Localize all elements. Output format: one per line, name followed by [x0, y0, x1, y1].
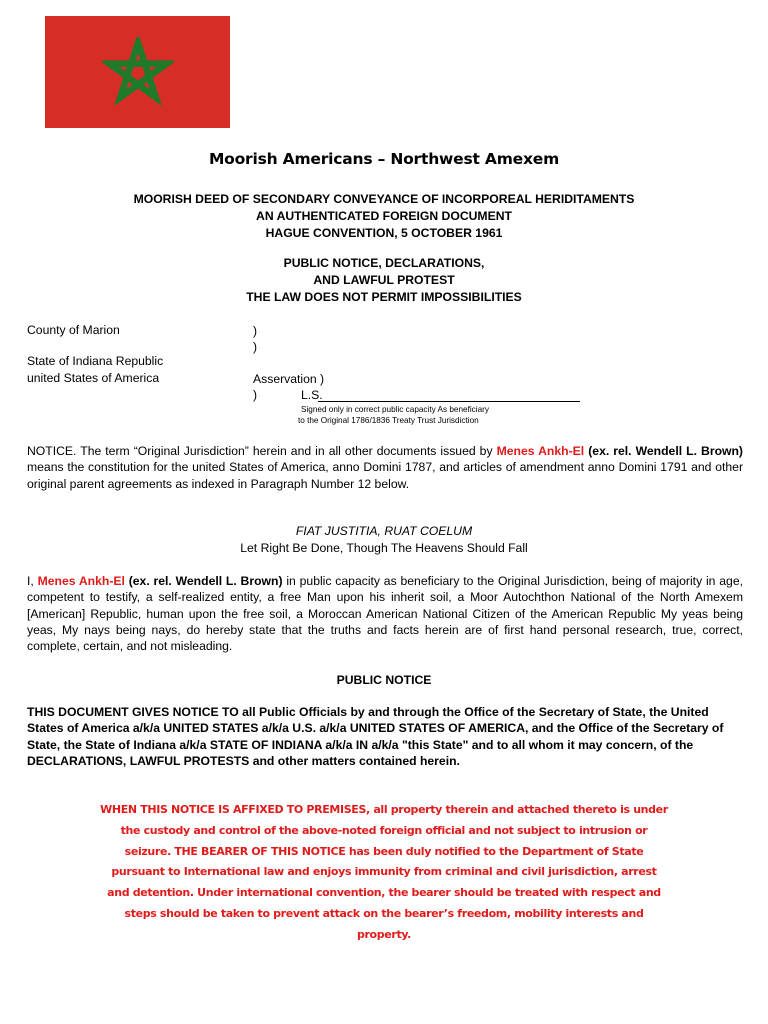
signature-note: to the Original 1786/1836 Treaty Trust Jurisdiction	[298, 416, 479, 425]
declaration-text: in public capacity as beneficiary to the Original Jurisdiction, being of majority in age, competent to testify, a self-realized entity, a free Man upon his inherit soil, a Moor Autochthon National of the North Amexem [American] Republic, human upon the free soil, a Moroccan American National Citizen of the American Republic My yeas being yeas, My nays being nays, do hereby state that the truths and facts herein are of first hand personal research, true, correct, complete, certain, and not misleading.	[27, 574, 743, 654]
heading-line: AN AUTHENTICATED FOREIGN DOCUMENT	[256, 209, 512, 223]
motto	[0, 523, 768, 556]
red-notice: WHEN THIS NOTICE IS AFFIXED TO PREMISES, all property therein and attached thereto is under the custody and control of the above-noted foreign official and not subject to intrusion or seizure. THE BEARER OF THIS NOTICE has been duly notified to the Department of State pursuant to International law and enjoys immunity from criminal and civil jurisdiction, arrest and detention. Under international convention, the bearer should be treated with respect and steps should be taken to prevent attack on the bearer’s freedom, mobility interests and property.	[100, 803, 668, 941]
signature-line	[318, 401, 580, 402]
paren-mark: )	[253, 324, 258, 338]
state-line: State of Indiana Republic	[27, 354, 164, 368]
motto-english: Let Right Be Done, Though The Heavens Should Fall	[240, 540, 528, 555]
county-label: County of Marion	[27, 323, 120, 337]
document-title: Moorish Americans – Northwest Amexem	[208, 150, 560, 168]
state-label	[27, 353, 163, 386]
ex-rel-name: (ex. rel. Wendell L. Brown)	[124, 574, 283, 588]
notice-text: NOTICE. The term “Original Jurisdiction” herein and in all other documents issued by	[27, 444, 497, 458]
declaration-paragraph	[27, 573, 743, 654]
ls-label: L.S.	[301, 388, 323, 402]
heading-conveyance	[0, 191, 768, 242]
person-name: Menes Ankh-El	[496, 444, 585, 458]
heading-line: THE LAW DOES NOT PERMIT IMPOSSIBILITIES	[246, 290, 522, 304]
state-line: united States of America	[27, 370, 160, 385]
signature-note: Signed only in correct public capacity As beneficiary	[301, 405, 489, 414]
pentagram-icon	[102, 37, 174, 109]
notice-paragraph	[27, 443, 743, 492]
heading-line: HAGUE CONVENTION, 5 OCTOBER 1961	[265, 226, 503, 240]
paren-mark: )	[253, 340, 258, 354]
public-notice-heading: PUBLIC NOTICE	[336, 673, 432, 687]
paren-mark: )	[253, 388, 258, 402]
asservation-label: Asservation )	[253, 372, 325, 386]
public-notice-body: THIS DOCUMENT GIVES NOTICE TO all Public Officials by and through the Office of the Secretary of State, the United States of America a/k/a UNITED STATES a/k/a U.S. a/k/a UNITED STATES OF AMERICA, and the Office of the Secretary of State, the State of Indiana a/k/a STATE OF INDIANA a/k/a IN a/k/a "this State" and to all whom it may concern, of the DECLARATIONS, LAWFUL PROTESTS and other matters contained herein.	[27, 705, 724, 768]
declaration-text: I,	[27, 574, 38, 588]
person-name: Menes Ankh-El	[37, 574, 125, 588]
heading-line: MOORISH DEED OF SECONDARY CONVEYANCE OF INCORPOREAL HERIDITAMENTS	[133, 192, 635, 206]
motto-latin: FIAT JUSTITIA, RUAT COELUM	[295, 524, 473, 538]
heading-line: PUBLIC NOTICE, DECLARATIONS,	[283, 256, 485, 270]
notice-text: means the constitution for the united States of America, anno Domini 1787, and articles of amendment anno Domini 1791 and other original parent agreements as indexed in Paragraph Number 12 below.	[27, 460, 743, 491]
heading-line: AND LAWFUL PROTEST	[313, 273, 455, 287]
heading-public-notice	[0, 255, 768, 306]
ex-rel-name: (ex. rel. Wendell L. Brown)	[584, 444, 743, 458]
moroccan-flag	[45, 16, 230, 128]
